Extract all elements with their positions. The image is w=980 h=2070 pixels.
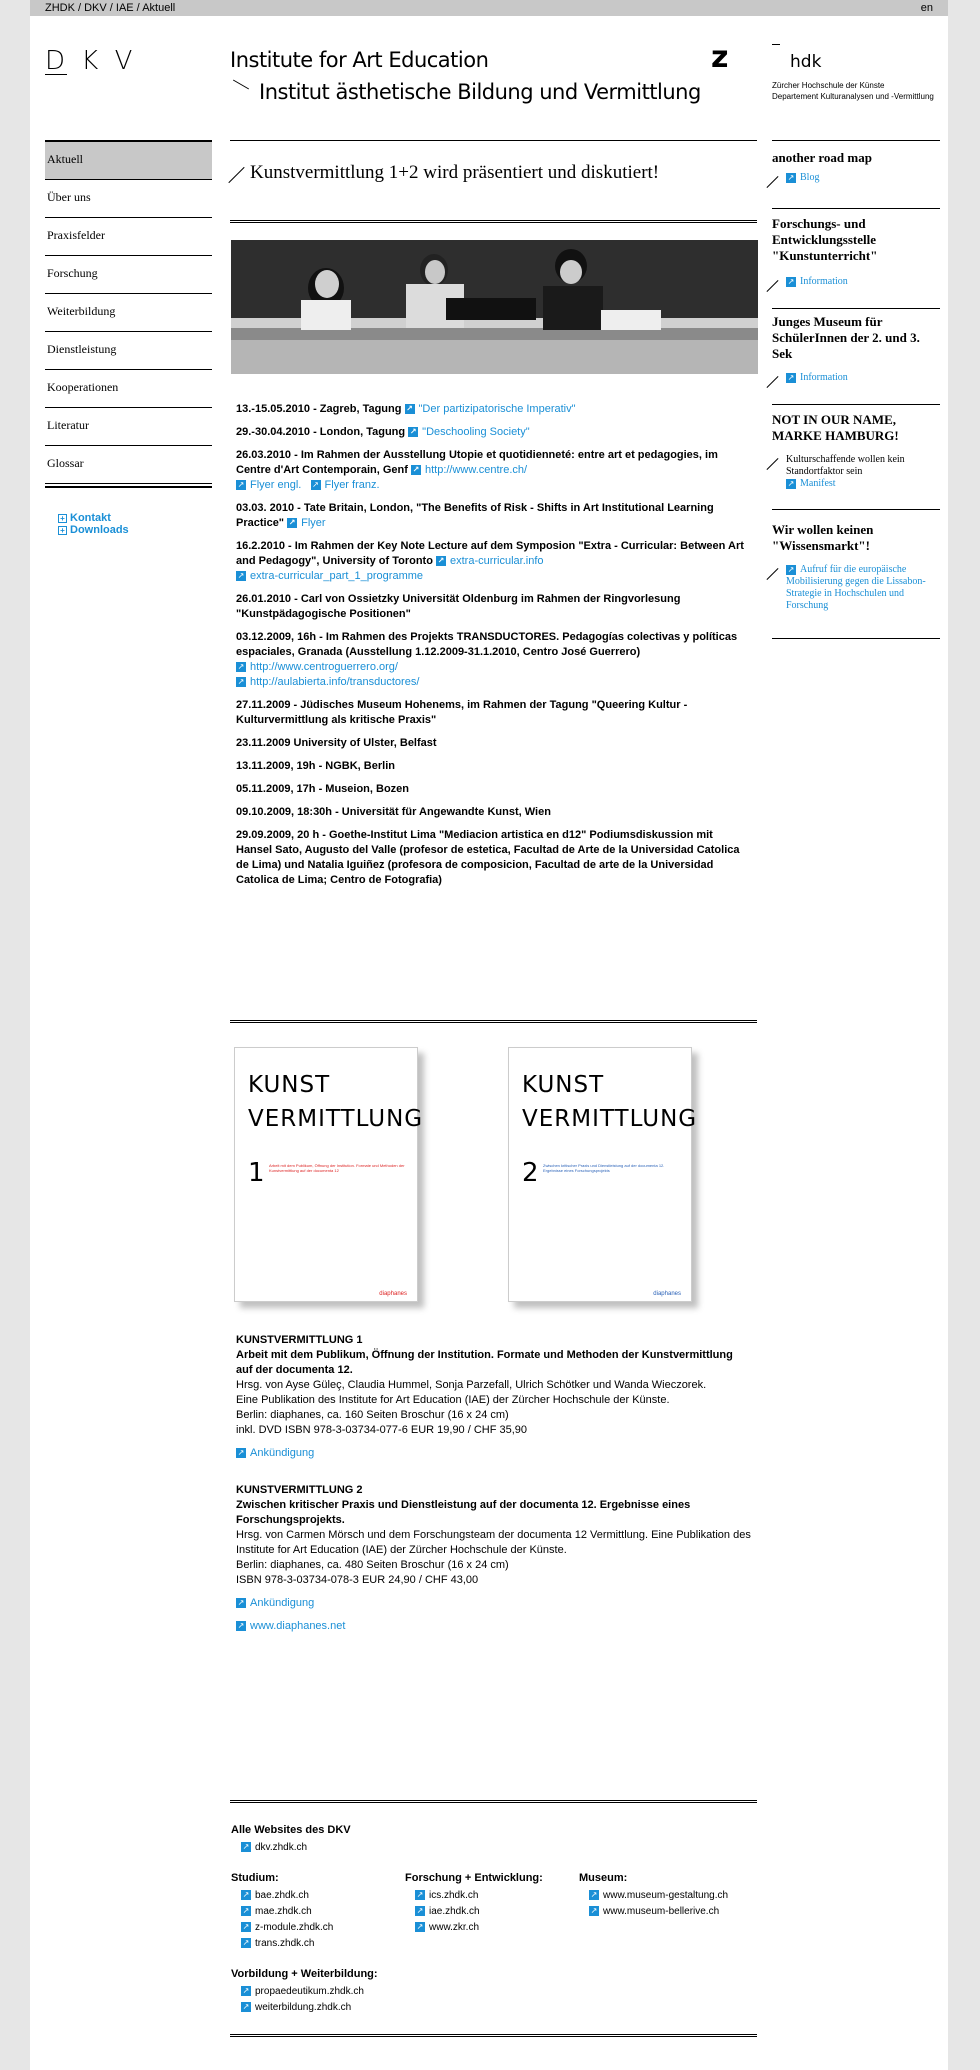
external-link-icon: ↗ xyxy=(416,1890,424,1900)
footer-museum xyxy=(579,1870,728,1920)
hdk-subtitle-2: Departement Kulturanalysen und -Vermittlung xyxy=(772,92,934,101)
publication-1-line-3: Berlin: diaphanes, ca. 160 Seiten Broschur (16 x 24 cm) xyxy=(236,1409,509,1421)
sidebar-box-not-in-our-name xyxy=(772,412,940,510)
external-link-icon: ↗ xyxy=(416,1906,424,1916)
external-link-icon: ↗ xyxy=(437,556,445,566)
footer-link-z-module[interactable]: z-module.zhdk.ch xyxy=(255,1922,334,1933)
footer-link-museum-bellerive[interactable]: www.museum-bellerive.ch xyxy=(603,1906,720,1917)
external-link-icon: ↗ xyxy=(412,465,420,475)
dkv-logo[interactable]: D K V xyxy=(45,46,137,76)
institute-title-de: Institut ästhetische Bildung und Vermittlung xyxy=(259,80,701,104)
event-5: 16.2.2010 - Im Rahmen der Key Note Lecture auf dem Symposion "Extra - Curricular: Between Art and Pedagogy", University of Toronto ↗ extra-curricular.info ↗ extra-curricular_part_1_programme xyxy=(236,540,744,582)
event-photo xyxy=(231,240,758,374)
external-link-icon: ↗ xyxy=(237,571,245,581)
article-title: Kunstvermittlung 1+2 wird präsentiert und diskutiert! xyxy=(250,162,660,183)
sidebar-link-information-1[interactable]: Information xyxy=(800,276,848,287)
event-11: 05.11.2009, 17h - Museion, Bozen xyxy=(236,783,410,795)
sidebar-box-title: Wir wollen keinen "Wissensmarkt"! xyxy=(772,522,874,553)
footer-vorbildung xyxy=(231,1966,378,2016)
footer-all-websites xyxy=(231,1822,351,1856)
events-list xyxy=(236,402,748,896)
sidebar-box-forschung xyxy=(772,216,940,309)
book-1-publisher: diaphanes xyxy=(379,1291,407,1297)
publication-2-line-3: ISBN 978-3-03734-078-3 EUR 24,90 / CHF 43,00 xyxy=(236,1574,479,1586)
event-4: 03.03. 2010 - Tate Britain, London, "The Benefits of Risk - Shifts in Art Institutional Learning Practice" ↗ Flyer xyxy=(236,502,714,529)
nav-item-praxisfelder[interactable]: Praxisfelder xyxy=(45,218,212,256)
footer-link-weiterbildung[interactable]: weiterbildung.zhdk.ch xyxy=(255,2002,352,2013)
external-link-icon: ↗ xyxy=(787,276,795,286)
hdk-logo[interactable]: hdk xyxy=(790,52,822,72)
nav-item-glossar[interactable]: Glossar xyxy=(45,446,212,484)
sidebar-link-blog[interactable]: Blog xyxy=(800,172,820,183)
publication-1-heading: KUNSTVERMITTLUNG 1 xyxy=(236,1334,363,1346)
book-cover-2[interactable] xyxy=(508,1047,698,1302)
book-2-number: 2 xyxy=(522,1158,539,1188)
external-link-icon: ↗ xyxy=(237,1448,245,1458)
external-link-icon: ↗ xyxy=(242,1890,250,1900)
footer-all-title: Alle Websites des DKV xyxy=(231,1824,351,1836)
external-link-icon: ↗ xyxy=(242,2002,250,2012)
event-10: 13.11.2009, 19h - NGBK, Berlin xyxy=(236,760,395,772)
event-5-link[interactable]: extra-curricular.info xyxy=(449,555,544,567)
external-link-icon: ↗ xyxy=(787,172,795,182)
book-1-title-1: KUNST xyxy=(248,1072,331,1098)
footer-link-bae[interactable]: bae.zhdk.ch xyxy=(255,1890,309,1901)
sidebar-link-aufruf[interactable]: Aufruf für die europäische Mobilisierung gegen die Lissabon-Strategie in Hochschulen und Forschung xyxy=(786,564,926,611)
event-12: 09.10.2009, 18:30h - Universität für Angewandte Kunst, Wien xyxy=(236,806,551,818)
external-link-icon: ↗ xyxy=(416,1922,424,1932)
external-link-icon: ↗ xyxy=(312,480,319,490)
nav-item-forschung[interactable]: Forschung xyxy=(45,256,212,294)
external-link-icon: ↗ xyxy=(242,1842,250,1852)
book-1-description: Arbeit mit dem Publikum, Öffnung der Institution. Formate und Methoden der Kunstvermittlung auf der documenta 12 xyxy=(269,1163,405,1173)
external-link-icon: ↗ xyxy=(237,480,245,490)
language-switch[interactable]: en xyxy=(920,2,933,14)
footer-link-museum-gestaltung[interactable]: www.museum-gestaltung.ch xyxy=(603,1890,729,1901)
nav-item-literatur[interactable]: Literatur xyxy=(45,408,212,446)
external-link-icon: ↗ xyxy=(409,427,417,437)
footer-studium-title: Studium: xyxy=(231,1872,279,1884)
plus-icon: + xyxy=(58,526,67,535)
footer-forschung-title: Forschung + Entwicklung: xyxy=(405,1872,543,1884)
sidebar-link-information-2[interactable]: Information xyxy=(800,372,848,383)
kontakt-label: Kontakt xyxy=(70,512,111,524)
external-link-icon: ↗ xyxy=(590,1890,598,1900)
external-link-icon: ↗ xyxy=(242,1922,250,1932)
external-link-icon: ↗ xyxy=(242,1938,250,1948)
event-6: 26.01.2010 - Carl von Ossietzky Universität Oldenburg im Rahmen der Ringvorlesung "Kunstpädagogische Positionen" xyxy=(236,593,681,620)
publication-1-announcement-link[interactable]: Ankündigung xyxy=(250,1447,315,1459)
hdk-logo-mark xyxy=(772,44,780,45)
footer-link-propaedeutikum[interactable]: propaedeutikum.zhdk.ch xyxy=(255,1986,364,1997)
sidebar-box-wissensmarkt xyxy=(772,522,940,639)
publication-2-heading: KUNSTVERMITTLUNG 2 xyxy=(236,1484,363,1496)
top-bar xyxy=(30,0,948,16)
footer-museum-title: Museum: xyxy=(579,1872,628,1884)
nav-item-aktuell[interactable]: Aktuell xyxy=(45,142,212,180)
external-link-icon: ↗ xyxy=(787,564,795,574)
flyer-engl-link[interactable]: Flyer engl. xyxy=(250,479,302,491)
event-9: 23.11.2009 University of Ulster, Belfast xyxy=(236,737,437,749)
external-link-icon: ↗ xyxy=(237,1598,245,1608)
nav-item-dienstleistung[interactable]: Dienstleistung xyxy=(45,332,212,370)
event-8: 27.11.2009 - Jüdisches Museum Hohenems, im Rahmen der Tagung "Queering Kultur - Kulturvermittlung als kritische Praxis" xyxy=(236,699,688,726)
book-1-title-2: VERMITTLUNG xyxy=(248,1106,424,1132)
main-top-rule xyxy=(230,140,757,141)
external-link-icon: ↗ xyxy=(242,1906,250,1916)
diaphanes-link[interactable]: www.diaphanes.net xyxy=(250,1620,346,1632)
footer-link-mae[interactable]: mae.zhdk.ch xyxy=(255,1906,312,1917)
institute-title-en: Institute for Art Education xyxy=(230,48,489,72)
footer-forschung xyxy=(405,1870,543,1936)
event-2: 29.-30.04.2010 - London, Tagung ↗ "Deschooling Society" xyxy=(236,426,530,438)
publication-1 xyxy=(236,1333,748,1461)
publication-2-line-2: Berlin: diaphanes, ca. 480 Seiten Broschur (16 x 24 cm) xyxy=(236,1559,509,1571)
hdk-subtitle-1: Zürcher Hochschule der Künste xyxy=(772,81,885,90)
footer-vorbildung-title: Vorbildung + Weiterbildung: xyxy=(231,1968,378,1980)
sidebar-top-rule xyxy=(772,140,940,141)
book-cover-1[interactable] xyxy=(234,1047,424,1302)
sidebar-box-junges-museum xyxy=(772,314,940,405)
aulabierta-link[interactable]: http://aulabierta.info/transductores/ xyxy=(250,676,420,688)
sidebar-box-title: another road map xyxy=(772,150,872,165)
sidebar-box-text: Kulturschaffende wollen kein Standortfaktor sein xyxy=(786,454,905,477)
external-link-icon: ↗ xyxy=(787,478,795,488)
nav-item-weiterbildung[interactable]: Weiterbildung xyxy=(45,294,212,332)
external-link-icon: ↗ xyxy=(288,518,296,528)
zhdk-z-logo[interactable]: z xyxy=(711,40,729,75)
nav-item-kooperationen[interactable]: Kooperationen xyxy=(45,370,212,408)
publication-2 xyxy=(236,1483,756,1634)
publication-1-line-1: Hrsg. von Ayse Güleç, Claudia Hummel, Sonja Parzefall, Ulrich Schötker und Wanda Wieczorek. xyxy=(236,1379,707,1391)
centroguerrero-link[interactable]: http://www.centroguerrero.org/ xyxy=(250,661,398,673)
sidebar-box-title: NOT IN OUR NAME, MARKE HAMBURG! xyxy=(772,412,899,443)
publication-2-subtitle: Zwischen kritischer Praxis und Dienstleistung auf der documenta 12. Ergebnisse eines Forschungsprojekts. xyxy=(236,1499,691,1526)
footer-link-zkr[interactable]: www.zkr.ch xyxy=(429,1922,480,1933)
publication-1-subtitle: Arbeit mit dem Publikum, Öffnung der Institution. Formate und Methoden der Kunstvermittlung auf der documenta 12. xyxy=(236,1349,733,1376)
event-1-link[interactable]: "Der partizipatorische Imperativ" xyxy=(418,403,576,415)
plus-icon: + xyxy=(58,514,67,523)
book-2-title-2: VERMITTLUNG xyxy=(522,1106,698,1132)
books-rule xyxy=(230,1020,757,1024)
downloads-label: Downloads xyxy=(70,524,129,536)
external-link-icon: ↗ xyxy=(237,677,245,687)
event-3-link[interactable]: http://www.centre.ch/ xyxy=(424,464,528,476)
external-link-icon: ↗ xyxy=(237,1621,245,1631)
footer-studium xyxy=(231,1870,333,1952)
footer-link-ics[interactable]: ics.zhdk.ch xyxy=(429,1890,479,1901)
external-link-icon: ↗ xyxy=(590,1906,598,1916)
external-link-icon: ↗ xyxy=(237,662,245,672)
event-4-link[interactable]: Flyer xyxy=(301,517,326,529)
nav-item-ueber-uns[interactable]: Über uns xyxy=(45,180,212,218)
footer-link-iae[interactable]: iae.zhdk.ch xyxy=(429,1906,480,1917)
publication-2-line-1: Hrsg. von Carmen Mörsch und dem Forschungsteam der documenta 12 Vermittlung. Eine Publikation des Institute for Art Education (IAE) der Zürcher Hochschule der Künste. xyxy=(236,1529,751,1556)
sidebar-box-road-map xyxy=(772,150,940,209)
event-1: 13.-15.05.2010 - Zagreb, Tagung ↗ "Der partizipatorische Imperativ" xyxy=(236,403,576,415)
nav-extra-kontakt[interactable] xyxy=(58,512,111,524)
sidebar-box-title: Forschungs- und Entwicklungsstelle "Kunstunterricht" xyxy=(772,216,878,263)
book-2-description: Zwischen kritischer Praxis und Dienstleistung auf der documenta 12. Ergebnisse eines Forschungsprojekts xyxy=(543,1163,665,1173)
footer-top-rule xyxy=(230,1800,757,1804)
sidebar-box-title: Junges Museum für SchülerInnen der 2. und 3. Sek xyxy=(772,314,920,361)
event-7: 03.12.2009, 16h - Im Rahmen des Projekts TRANSDUCTORES. Pedagogías colectivas y políticas espaciales, Granada (Ausstellung 1.12.2009-31.1.2010, Centro José Guerrero) ↗ http://www.centroguerrero.org/ ↗ http://aulabierta.info/transductores/ xyxy=(236,631,738,688)
nav-bottom-rule xyxy=(45,486,212,488)
sidebar-link-manifest[interactable]: Manifest xyxy=(800,478,836,489)
nav-extra-downloads[interactable] xyxy=(58,524,129,536)
external-link-icon: ↗ xyxy=(242,1986,250,1996)
book-1-number: 1 xyxy=(248,1158,265,1188)
event-13: 29.09.2009, 20 h - Goethe-Institut Lima "Mediacion artistica en d12" Podiumsdiskussion mit Hansel Sato, Augusto del Valle (profesor de estetica, Facultad de Arte de la Universidad Catolica de Lima) und Natalia Iguiñez (profesora de composicion, Facultad de arte de la Universidad Catolica de Lima; Centro de Fotografia) xyxy=(236,829,740,886)
publication-1-line-2: Eine Publikation des Institute for Art Education (IAE) der Zürcher Hochschule der Künste. xyxy=(236,1394,670,1406)
dkv-logo-underline xyxy=(45,74,67,75)
book-2-publisher: diaphanes xyxy=(653,1291,681,1297)
external-link-icon: ↗ xyxy=(406,404,413,414)
event-3: 26.03.2010 - Im Rahmen der Ausstellung Utopie et quotidienneté: entre art et pedagogies, im Centre d'Art Contemporain, Genf ↗ http://www.centre.ch/ ↗ Flyer engl. ↗ Flyer franz. xyxy=(236,449,718,491)
flyer-franz-link[interactable]: Flyer franz. xyxy=(324,479,380,491)
book-2-title-1: KUNST xyxy=(522,1072,605,1098)
publication-2-announcement-link[interactable]: Ankündigung xyxy=(250,1597,315,1609)
external-link-icon: ↗ xyxy=(787,372,795,382)
breadcrumb[interactable]: ZHDK / DKV / IAE / Aktuell xyxy=(45,2,176,14)
extra-curricular-programme-link[interactable]: extra-curricular_part_1_programme xyxy=(250,570,424,582)
publication-1-line-4: inkl. DVD ISBN 978-3-03734-077-6 EUR 19,90 / CHF 35,90 xyxy=(236,1424,528,1436)
article-title-rule xyxy=(230,220,757,224)
footer-link-dkv[interactable]: dkv.zhdk.ch xyxy=(255,1842,308,1853)
footer-link-trans[interactable]: trans.zhdk.ch xyxy=(255,1938,315,1949)
footer-bottom-rule xyxy=(230,2034,757,2038)
event-2-link[interactable]: "Deschooling Society" xyxy=(422,426,530,438)
